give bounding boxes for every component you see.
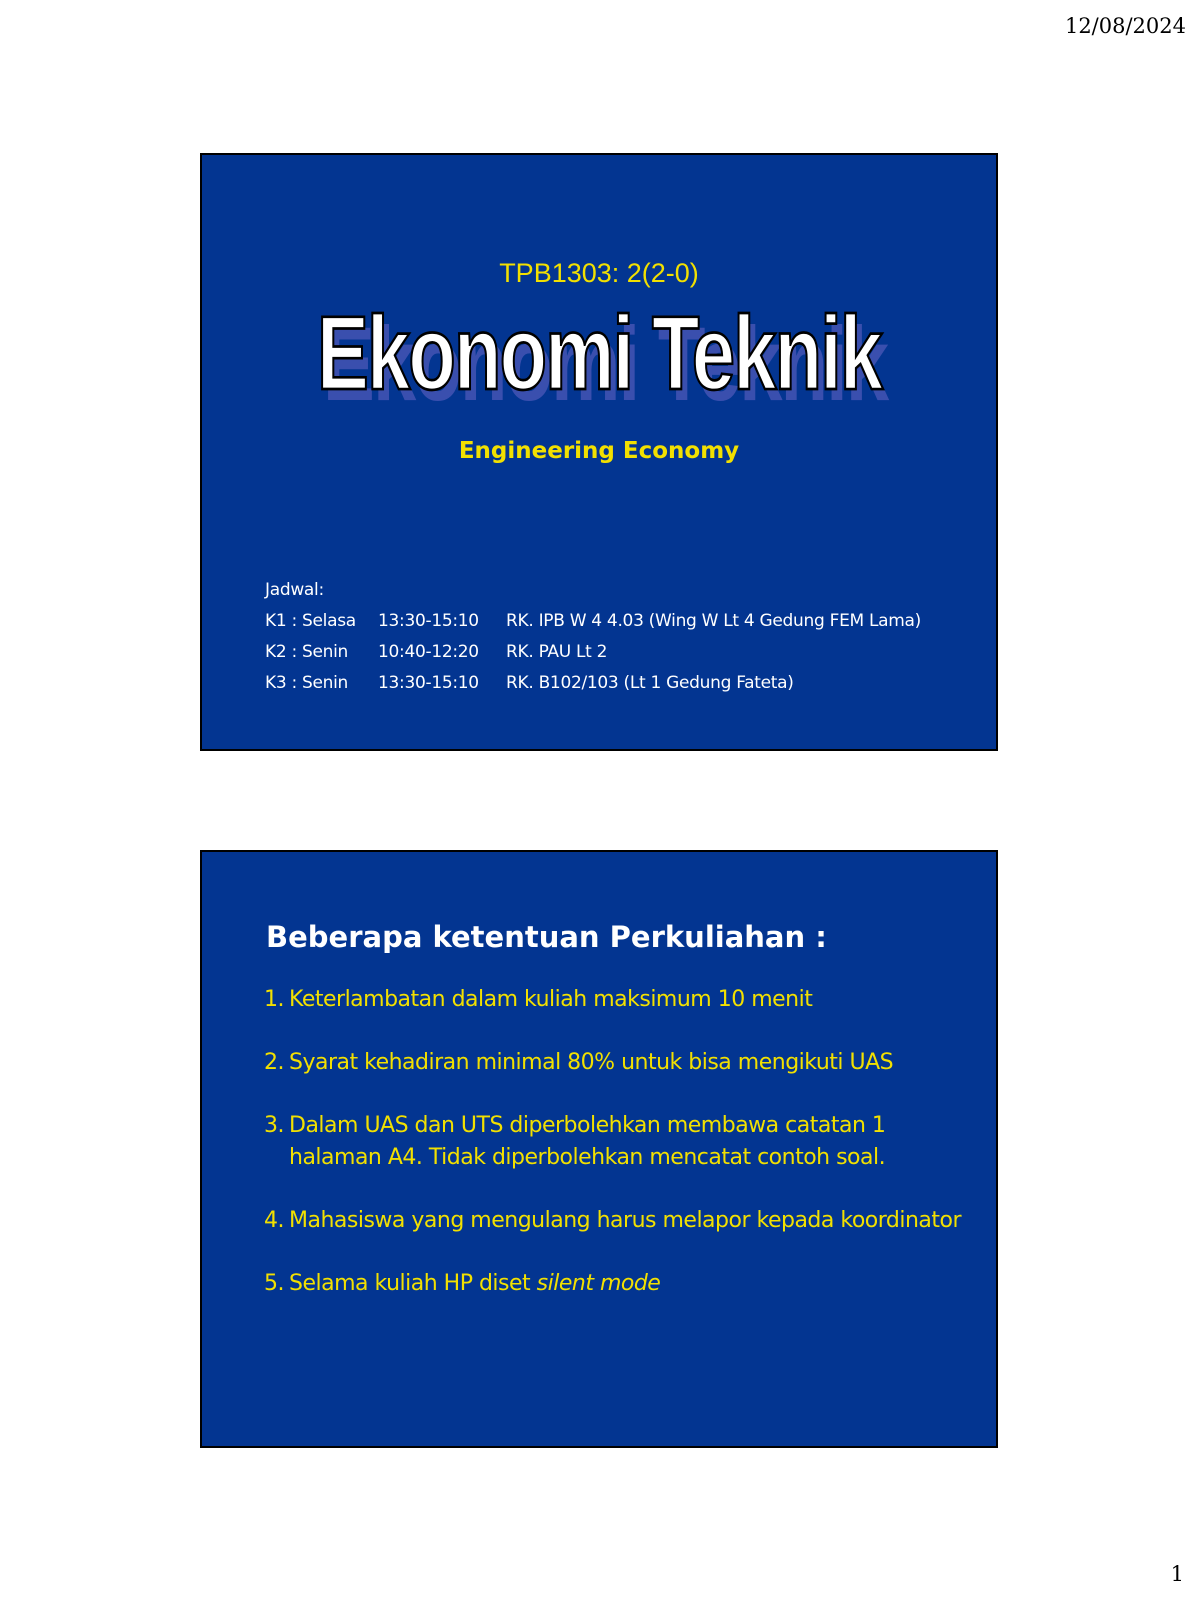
schedule-time: 10:40-12:20 bbox=[378, 642, 479, 662]
schedule-row bbox=[265, 668, 794, 699]
rule-item bbox=[264, 1205, 984, 1237]
rule-text: Syarat kehadiran minimal 80% untuk bisa mengikuti UAS bbox=[289, 1050, 894, 1075]
rules-heading: Beberapa ketentuan Perkuliahan : bbox=[266, 920, 827, 954]
rule-text-group bbox=[289, 1268, 660, 1300]
schedule-room: RK. B102/103 (Lt 1 Gedung Fateta) bbox=[506, 673, 794, 693]
rule-number: 1. bbox=[264, 987, 284, 1012]
rule-item bbox=[264, 1110, 984, 1174]
rule-text: Mahasiswa yang mengulang harus melapor kepada koordinator bbox=[289, 1208, 962, 1233]
page-date: 12/08/2024 bbox=[1064, 14, 1186, 38]
rule-text: Dalam UAS dan UTS diperbolehkan membawa catatan 1 halaman A4. Tidak diperbolehkan mencatat contoh soal. bbox=[289, 1113, 886, 1170]
rule-text: Keterlambatan dalam kuliah maksimum 10 menit bbox=[289, 987, 813, 1012]
rule-number: 4. bbox=[264, 1208, 284, 1233]
page-number: 1 bbox=[1170, 1562, 1184, 1586]
schedule-row bbox=[265, 606, 921, 637]
schedule-class: K2 : Senin bbox=[265, 642, 349, 662]
rule-item bbox=[264, 984, 984, 1016]
rule-item bbox=[264, 1047, 984, 1079]
rules-list bbox=[264, 984, 984, 1331]
schedule-label: Jadwal: bbox=[265, 580, 324, 600]
schedule-row bbox=[265, 637, 608, 668]
schedule-time: 13:30-15:10 bbox=[378, 611, 479, 631]
schedule-block bbox=[265, 575, 921, 699]
rule-item bbox=[264, 1268, 984, 1300]
schedule-class: K3 : Senin bbox=[265, 673, 349, 693]
rule-text: Selama kuliah HP diset bbox=[289, 1271, 531, 1296]
rule-number: 2. bbox=[264, 1050, 284, 1075]
schedule-time: 13:30-15:10 bbox=[378, 673, 479, 693]
schedule-room: RK. PAU Lt 2 bbox=[506, 642, 608, 662]
rule-number: 3. bbox=[264, 1113, 284, 1138]
schedule-class: K1 : Selasa bbox=[265, 611, 356, 631]
rule-number: 5. bbox=[264, 1271, 284, 1296]
slide-rules bbox=[200, 850, 998, 1448]
course-code: TPB1303: 2(2-0) bbox=[499, 258, 699, 288]
schedule-room: RK. IPB W 4 4.03 (Wing W Lt 4 Gedung FEM Lama) bbox=[506, 611, 921, 631]
slide-title-text: Ekonomi Teknik bbox=[316, 293, 882, 413]
slide-subtitle: Engineering Economy bbox=[458, 438, 740, 464]
slide-title bbox=[200, 153, 998, 751]
rule-emphasis: silent mode bbox=[536, 1271, 661, 1296]
